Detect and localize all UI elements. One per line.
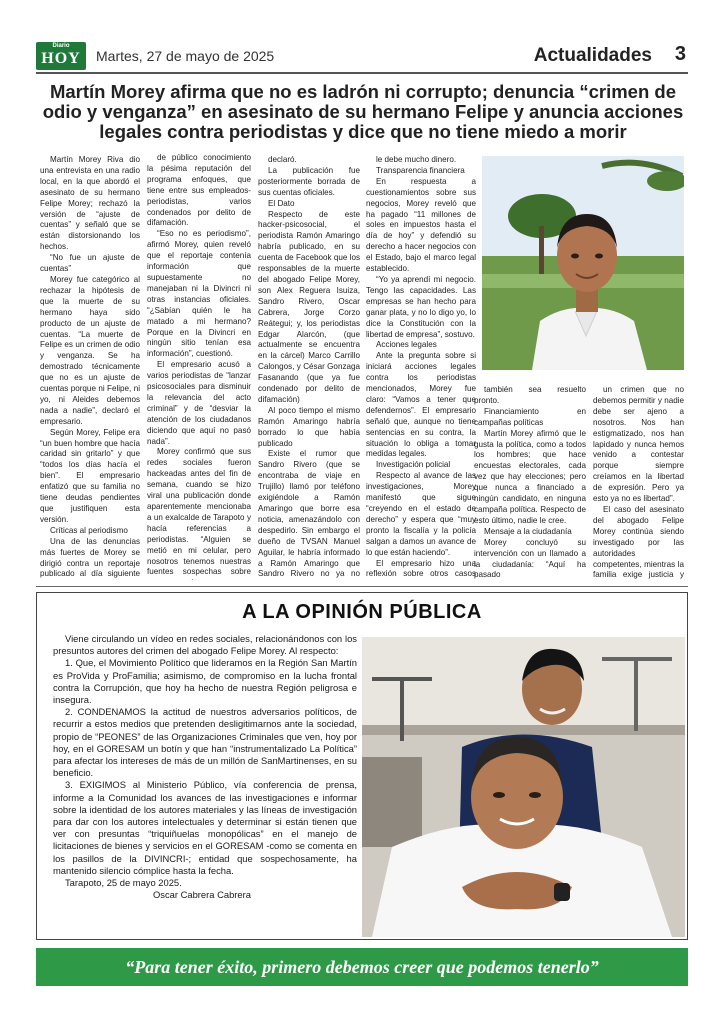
paragraph: le debe mucho dinero. [376,155,457,164]
subheading: Investigación policial [376,460,451,470]
portrait-illustration [482,156,684,370]
public-notice-box [36,592,688,940]
paragraph: Morey concluyó su intervención con un llamado a la ciudadanía: “Aquí ha pasado [474,537,586,580]
page-number: 3 [674,43,686,65]
quote-banner: “Para tener éxito, primero debemos creer que podemos tenerlo” [36,948,688,986]
article-column-6 [593,385,684,580]
subheading: Mensaje a la ciudadanía [484,526,572,536]
subheading: El Dato [268,198,295,208]
paragraph: La publicación fue posteriormente borrada de sus cuentas oficiales. [258,165,360,197]
two-men-illustration [362,637,685,937]
notice-paragraph: 3. EXIGIMOS al Ministerio Público, vía conferencia de prensa, informe a la Comunidad los avances de las investigaciones e informar sobre la identidad de los autores materiales y las líneas de investigación para dar con los autores intelectuales y determinar si están tienen que ver con presuntas “triquiñuelas monopólicas” en el manejo de licitaciones de bienes y servicios en el GORESAM -como se comenta en los pasillos de la DIVINCRI-; entidad que sospechosamente, ha mantenido silencio cómplice hasta la fecha. [53,779,357,876]
paragraph: Respecto de este hacker-psicosocial, el periodista Ramón Amaringo habría publicado, en su cuenta de Facebook que los responsables de la muerte del abogado Felipe Morey, son Alex Reguera Isuiza, Sandro Rivero, Oscar Cabrera, Jorge Corzo Reátegui; y, los periodistas Edgar Alarcón, (que actualmente se encuentra en la cárcel) Marco Carrillo Calongos, y César Gonzaga Fasanando (que ya fue condenado por delito de difamación) [258,209,360,404]
issue-date: Martes, 27 de mayo de 2025 [96,48,275,64]
paragraph: Según Morey, Felipe era “un buen hombre que hacía caridad sin gritarlo” y que “todos los días hacía el bien”. El empresario enfatizó que su familia no tiene deudas pendientes que justifiquen esta versión. [40,427,140,524]
subheading: Transparencia financiera [376,165,465,175]
notice-paragraph: Viene circulando un vídeo en redes sociales, relacionándonos con los presuntos autores del crimen del abogado Felipe Morey. Al respecto: [53,633,357,657]
article-column-3 [258,155,360,580]
paragraph: declaró. [268,155,297,164]
paragraph: Martín Morey afirmó que le gusta la política, como a todos los hombres; que hace encuestas electorales, cada vez que hay elecciones; pero que nunca a financiado a ningún candidato, en ninguna campaña política. Respecto de esto último, nadie le cree. [474,428,586,525]
notice-paragraph: 1. Que, el Movimiento Político que lideramos en la Región San Martín es ProVida y ProFamilia; asimismo, de compromiso en la lucha frontal contra la Corrupción, que hoy ha hecho de nuestra Región peligrosa e insegura. [53,657,357,706]
article-photo [482,156,684,370]
notice-place-date: Tarapoto, 25 de mayo 2025. [65,877,182,889]
paragraph: El empresario acusó a varios periodistas de “lanzar psicosociales para disminuir la relevancia del acto criminal” y de “desviar la atención de los ciudadanos diciendo que aquí no pasó nada”. [147,360,251,446]
paragraph: “Yo ya aprendí mi negocio. Tengo las capacidades. Las empresas se han hecho para ganar plata, y no lo digo yo, lo dice la Constitución con la libertad de empresa”, sostuvo. [366,274,476,339]
paragraph: “Eso no es periodismo”, afirmó Morey, quien reveló que el reportaje contenía información que supuestamente no manejaban ni la Divincri ni otras instancias oficiales. “¿Sabían quién le ha matado a mi hermano? Porque en la Divincri en ningún sitio tenían esa información”, cuestionó. [147,229,251,359]
masthead [36,40,688,76]
paragraph: Ante la pregunta sobre si iniciará acciones legales contra los periodistas mencionados, Morey fue claro: “Vamos a tener que defendernos”. El empresario señaló que, aunque no tiene sentencias en su contra, la situación lo obliga a tomar medidas legales. [366,351,476,459]
paragraph: un crimen que no debemos permitir y nadie debe ser ajeno a nosotros. Nos han estigmatizado, nos han lapidado y nunca hemos venido a contestar porque siempre creíamos en la libertad de expresión. Pero ya esto ya no es libertad”. [593,385,684,504]
article-headline: Martín Morey afirma que no es ladrón ni corrupto; denuncia “crimen de odio y venganza” en asesinato de su hermano Felipe y anuncia acciones legales contra periodistas y dice que no tiene miedo a morir [42,81,684,142]
notice-title: A LA OPINIÓN PÚBLICA [242,601,482,623]
paragraph: también sea resuelto pronto. [474,385,586,405]
paragraph: Martín Morey Riva dio una entrevista en una radio local, en la que abordó el asesinato de su hermano Felipe Morey; rechazó la versión de “ajuste de cuentas” y señaló que se están distorsionando los hechos. [40,155,140,252]
subheading: “No fue un ajuste de cuentas” [40,253,140,274]
subheading: Acciones legales [376,340,437,350]
notice-text [53,633,357,901]
article-column-1 [40,155,140,580]
paragraph: Al poco tiempo el mismo Ramón Amaringo habría borrado lo que había publicado [258,405,360,448]
paragraph: El caso del asesinato del abogado Felipe Morey continúa siendo investigado por las autoridades competentes, mientras la familia exige justicia y [593,504,684,580]
notice-signature: Oscar Cabrera Cabrera [153,889,251,901]
section-divider [36,586,688,587]
paragraph: En respuesta a cuestionamientos sobre sus negocios, Morey reveló que ha pagado “11 millones de soles en impuestos hasta el día de hoy” y defendió su derecho a hacer negocios con el Estado, bajo el marco legal establecido. [366,176,476,274]
subheading: Críticas al periodismo [50,525,128,535]
paragraph: Respecto al avance de las investigaciones, Morey manifestó que sigue “creyendo en el estado de derecho” y espera que “muy pronto la fiscalía y la policía salgan a damos un avance de lo que están haciendo”. [366,471,476,557]
paragraph: de público conocimiento la pésima reputación del programa enfoques, que tiene entre sus empleados-periodistas, varios condenados por delito de difamación. [147,153,251,228]
newspaper-logo [36,42,86,70]
paragraph: Morey fue categórico al rechazar la hipótesis de que la muerte de su hermano haya sido producto de un ajuste de cuentas. “La muerte de Felipe es un crimen de odio y venganza. Se ha demostrado técnicamente que no es un ajuste de cuentas porque ni Felipe, ni yo, ni Aleides debemos nada a nadie”, declaró el empresario. [40,274,140,426]
paragraph: Una de las denuncias más fuertes de Morey se dirigió contra un reportaje publicado al día siguiente [40,536,140,579]
paragraph: El empresario hizo una reflexión sobre otros casos [366,558,476,579]
article-column-4 [366,155,476,580]
logo-main-text: HOY [41,50,81,67]
section-title: Actualidades [533,45,652,66]
header-rule [36,72,688,74]
subheading: Financiamiento en campañas políticas [474,406,586,427]
notice-paragraph: 2. CONDENAMOS la actitud de nuestros adversarios políticos, de recurrir a estos medios que pretenden desligitimarnos ante la sociedad, propio de “PEONES” de las Organizaciones Criminales que ven, hoy por hoy, en el GORESAM un botín y que han “instrumentalizado La Política” para afectar los intereses de más de un millón de SanMartinenses, en su beneficio. [53,706,357,779]
logo-small-text: Diario [52,43,70,49]
article-column-2 [147,153,251,580]
article-column-5 [474,385,586,580]
paragraph: Existe el rumor que Sandro Rivero (que se encontraba de viaje en Trujillo) llamó por teléfono exigiéndole a Ramón Amaringo que borre esa noticia, amenazándolo con despedirlo. Sin embargo el dueño de TVSAN Manuel Aguilar, le habría informado a Ramón Amaringo que Sandro Rivero no ya no [258,449,360,579]
paragraph: Morey confirmó que sus redes sociales fueron hackeadas antes del fin de semana, cuando se hizo viral una publicación donde aparentemente mencionaba a un exalcalde de Tarapoto y hacía referencias a periodistas. “Alguien se metió en mi celular, pero nosotros tenemos nuestras fuentes sospechas sobre [147,447,251,577]
notice-photo [362,637,685,937]
